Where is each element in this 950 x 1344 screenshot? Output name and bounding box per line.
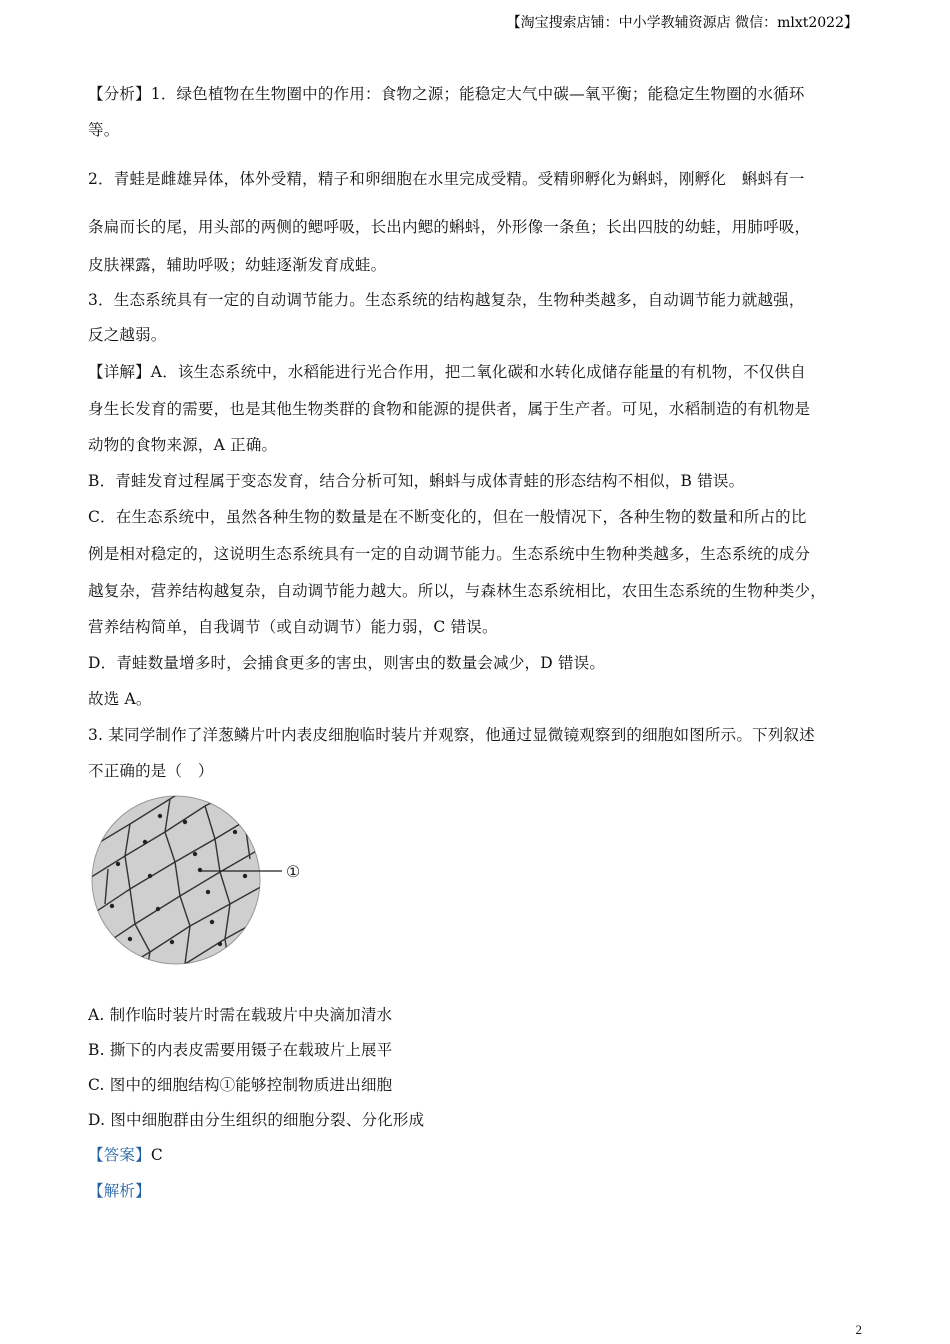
option-b: B. 撕下的内表皮需要用镊子在载玻片上展平 [88,1041,393,1059]
detail-line-8: 营养结构简单，自我调节（或自动调节）能力弱，C 错误。 [88,618,498,636]
detail-conclusion: 故选 A。 [88,690,152,708]
detail-line-5: C．在生态系统中，虽然各种生物的数量是在不断变化的，但在一般情况下，各种生物的数量和所占的比 [88,508,807,526]
question-stem-line-1: 3. 某同学制作了洋葱鳞片叶内表皮细胞临时装片并观察，他通过显微镜观察到的细胞如图所示。下列叙述 [88,726,815,744]
answer-line [88,1143,163,1165]
figure-label-1: ① [285,862,301,881]
analysis-line-6: 3．生态系统具有一定的自动调节能力。生态系统的结构越复杂，生物种类越多，自动调节能力就越强， [88,291,805,309]
page-number: 2 [855,1322,862,1337]
option-c: C. 图中的细胞结构①能够控制物质进出细胞 [88,1076,393,1094]
detail-line-2: 身生长发育的需要，也是其他生物类群的食物和能源的提供者，属于生产者。可见，水稻制造的有机物是 [88,400,811,418]
option-d: D. 图中细胞群由分生组织的细胞分裂、分化形成 [88,1111,425,1129]
analysis-line-1: 【分析】1．绿色植物在生物圈中的作用：食物之源；能稳定大气中碳—氧平衡；能稳定生物圈的水循环 [88,85,805,103]
detail-line-6: 例是相对稳定的，这说明生态系统具有一定的自动调节能力。生态系统中生物种类越多，生态系统的成分 [88,545,811,563]
answer-value: C [150,1146,163,1164]
analysis-line-2: 等。 [88,121,120,139]
analysis-tag: 【解析】 [88,1182,151,1200]
analysis-line-4: 条扁而长的尾，用头部的两侧的鳃呼吸，长出内鳃的蝌蚪，外形像一条鱼；长出四肢的幼蛙，用肺呼吸， [88,218,811,236]
detail-line-4: B．青蛙发育过程属于变态发育，结合分析可知，蝌蚪与成体青蛙的形态结构不相似，B 错误。 [88,472,745,490]
detail-line-3: 动物的食物来源，A 正确。 [88,436,278,454]
detail-line-9: D．青蛙数量增多时，会捕食更多的害虫，则害虫的数量会减少，D 错误。 [88,654,606,672]
onion-cell-micrograph [90,794,320,966]
detail-line-7: 越复杂，营养结构越复杂，自动调节能力越大。所以，与森林生态系统相比，农田生态系统的生物种类少， [88,582,826,600]
page-header-banner: 【淘宝搜索店铺：中小学教辅资源店 微信：mlxt2022】 [506,15,858,31]
answer-tag: 【答案】 [88,1146,151,1164]
analysis-line-3: 2．青蛙是雌雄异体，体外受精，精子和卵细胞在水里完成受精。受精卵孵化为蝌蚪，刚孵化 蝌蚪有一 [88,170,805,188]
analysis-line-7: 反之越弱。 [88,326,167,344]
option-a: A. 制作临时装片时需在载玻片中央滴加清水 [88,1006,393,1024]
question-stem-line-2: 不正确的是（ ） [88,762,214,780]
analysis-line-5: 皮肤裸露，辅助呼吸；幼蛙逐渐发育成蛙。 [88,256,387,274]
detail-line-1: 【详解】A．该生态系统中，水稻能进行光合作用，把二氧化碳和水转化成储存能量的有机物，不仅供自 [88,363,806,381]
